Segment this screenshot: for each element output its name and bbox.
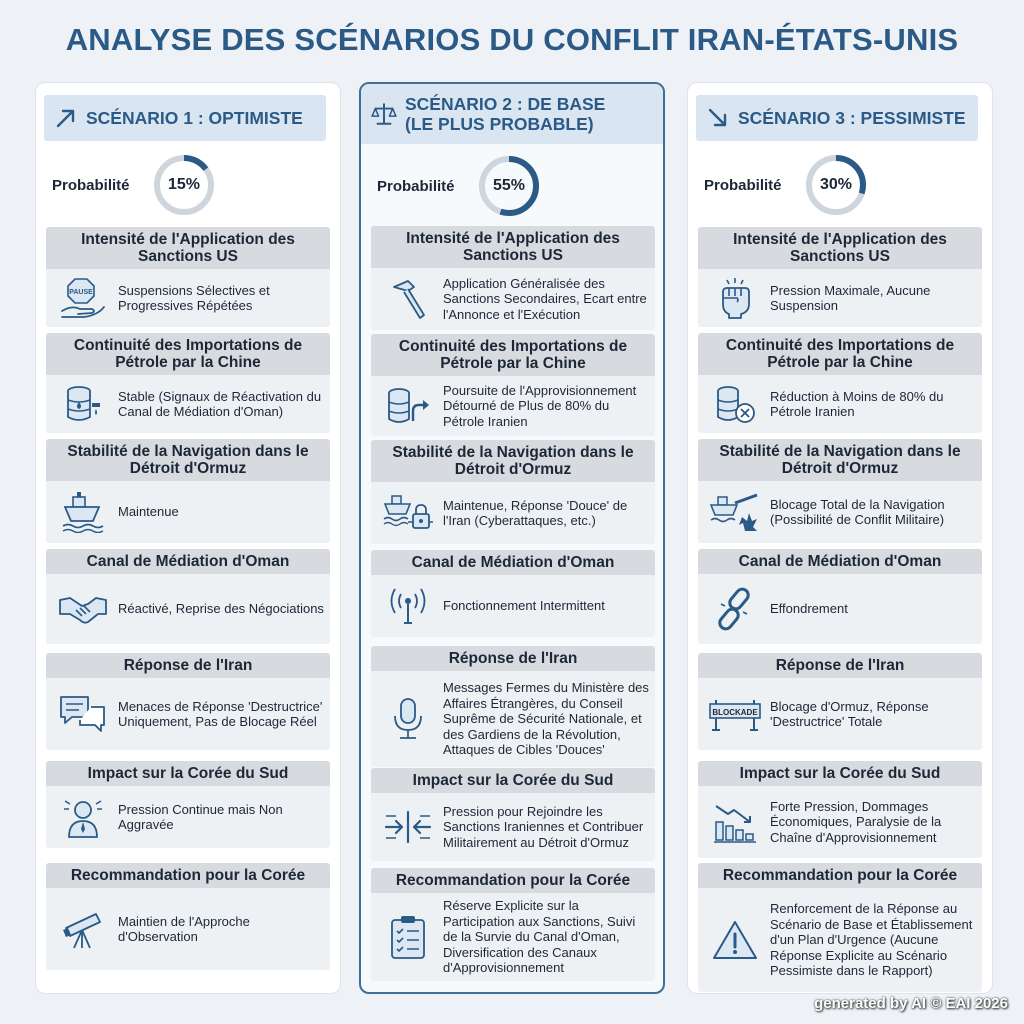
- card-text: Pression Continue mais Non Aggravée: [118, 801, 283, 832]
- card-iran-response: [46, 653, 330, 750]
- card-korea-impact: [698, 761, 982, 858]
- card-china-oil: [698, 333, 982, 433]
- scenario-header: [696, 95, 978, 141]
- probability-donut: [152, 153, 216, 217]
- microphone-icon: [381, 697, 435, 741]
- card-oman: [46, 549, 330, 644]
- card-title: Recommandation pour la Corée: [698, 863, 982, 888]
- card-title: Réponse de l'Iran: [46, 653, 330, 678]
- card-title: Stabilité de la Navigation dans le Détroit d'Ormuz: [46, 439, 330, 481]
- warning-triangle-icon: [708, 918, 762, 962]
- card-title: Impact sur la Corée du Sud: [46, 761, 330, 786]
- card-hormuz: [371, 440, 655, 544]
- scenario-title: SCÉNARIO 2 : DE BASE (LE PLUS PROBABLE): [405, 94, 606, 134]
- card-iran-response: [698, 653, 982, 750]
- svg-text:PAUSE: PAUSE: [69, 289, 93, 296]
- footer-credit: generated by AI © EAI 2026: [814, 995, 1008, 1012]
- probability-value: 55%: [492, 177, 526, 194]
- card-sanctions: [371, 226, 655, 330]
- card-text: Poursuite de l'Approvisionnement Détourné de Plus de 80% du Pétrole Iranien: [443, 382, 637, 429]
- card-korea-recommendation: [371, 868, 655, 981]
- balance-scale-icon: [371, 101, 397, 127]
- scenario-header: [44, 95, 326, 141]
- trend-up-arrow-icon: [54, 106, 78, 130]
- card-text: Réduction à Moins de 80% du Pétrole Iranien: [770, 388, 944, 419]
- card-title: Recommandation pour la Corée: [371, 868, 655, 893]
- scenario-header: [361, 84, 663, 144]
- card-title: Réponse de l'Iran: [371, 646, 655, 671]
- card-hormuz: [698, 439, 982, 543]
- card-text: Maintien de l'Approche d'Observation: [118, 913, 250, 944]
- card-text: Maintenue, Réponse 'Douce' de l'Iran (Cyberattaques, etc.): [443, 497, 628, 528]
- card-title: Intensité de l'Application des Sanctions US: [46, 227, 330, 269]
- card-text: Pression Maximale, Aucune Suspension: [770, 282, 931, 313]
- card-oman: [371, 550, 655, 637]
- broken-chain-icon: [708, 587, 762, 631]
- speech-bubbles-icon: [56, 692, 110, 736]
- probability-row: [700, 153, 980, 217]
- oil-barrel-detour-icon: [381, 384, 435, 428]
- ship-icon: [56, 490, 110, 534]
- card-title: Continuité des Importations de Pétrole par la Chine: [46, 333, 330, 375]
- card-hormuz: [46, 439, 330, 543]
- card-korea-recommendation: [46, 863, 330, 970]
- card-sanctions: [698, 227, 982, 327]
- clipboard-checklist-icon: [381, 915, 435, 959]
- card-text: Menaces de Réponse 'Destructrice' Uniquement, Pas de Blocage Réel: [118, 698, 323, 729]
- card-title: Canal de Médiation d'Oman: [698, 549, 982, 574]
- card-title: Canal de Médiation d'Oman: [46, 549, 330, 574]
- probability-value: 15%: [167, 176, 201, 193]
- card-korea-recommendation: [698, 863, 982, 992]
- hammer-icon: [381, 277, 435, 321]
- card-text: Suspensions Sélectives et Progressives Répétées: [118, 282, 270, 313]
- signal-antenna-icon: [381, 584, 435, 628]
- probability-label: Probabilité: [52, 176, 130, 194]
- card-title: Intensité de l'Application des Sanctions US: [698, 227, 982, 269]
- card-title: Intensité de l'Application des Sanctions US: [371, 226, 655, 268]
- falling-chart-icon: [708, 800, 762, 844]
- card-text: Réactivé, Reprise des Négociations: [118, 601, 324, 617]
- page-title: ANALYSE DES SCÉNARIOS DU CONFLIT IRAN-ÉTATS-UNIS: [65, 22, 959, 57]
- svg-text:BLOCKADE: BLOCKADE: [712, 708, 758, 717]
- card-text: Effondrement: [770, 601, 848, 617]
- handshake-icon: [56, 587, 110, 631]
- card-iran-response: [371, 646, 655, 767]
- card-text: Blocage d'Ormuz, Réponse 'Destructrice' Totale: [770, 698, 929, 729]
- probability-label: Probabilité: [704, 176, 782, 194]
- ship-lock-icon: [381, 491, 435, 535]
- card-china-oil: [46, 333, 330, 433]
- scenario-column-pessimistic: [687, 82, 993, 994]
- card-korea-impact: [371, 768, 655, 861]
- probability-label: Probabilité: [377, 177, 455, 195]
- card-title: Recommandation pour la Corée: [46, 863, 330, 888]
- card-text: Maintenue: [118, 504, 179, 520]
- card-text: Pression pour Rejoindre les Sanctions Iraniennes et Contribuer Militairement au Détroit d'Ormuz: [443, 803, 644, 850]
- card-title: Stabilité de la Navigation dans le Détroit d'Ormuz: [698, 439, 982, 481]
- compression-arrows-icon: [381, 805, 435, 849]
- probability-value: 30%: [819, 176, 853, 193]
- card-text: Fonctionnement Intermittent: [443, 598, 605, 614]
- fist-icon: [708, 276, 762, 320]
- card-text: Blocage Total de la Navigation (Possibilité de Conflit Militaire): [770, 496, 945, 527]
- probability-row: [373, 154, 653, 218]
- trend-down-arrow-icon: [706, 106, 730, 130]
- scenario-title: SCÉNARIO 1 : OPTIMISTE: [86, 108, 303, 128]
- ship-blocked-icon: [708, 490, 762, 534]
- card-title: Impact sur la Corée du Sud: [698, 761, 982, 786]
- scenario-column-base: [359, 82, 665, 994]
- pause-sign-hand-icon: [56, 276, 110, 320]
- card-title: Impact sur la Corée du Sud: [371, 768, 655, 793]
- card-korea-impact: [46, 761, 330, 848]
- card-text: Renforcement de la Réponse au Scénario de Base et Établissement d'un Plan d'Urgence (Aucune Réponse Explicite au Scénario Pessimiste dans le Rapport): [770, 901, 973, 979]
- card-china-oil: [371, 334, 655, 436]
- card-title: Continuité des Importations de Pétrole par la Chine: [698, 333, 982, 375]
- telescope-icon: [56, 907, 110, 951]
- card-title: Stabilité de la Navigation dans le Détroit d'Ormuz: [371, 440, 655, 482]
- oil-barrel-cancel-icon: [708, 382, 762, 426]
- card-text: Application Généralisée des Sanctions Secondaires, Ecart entre l'Annonce et l'Exécution: [443, 275, 647, 322]
- scenario-column-optimistic: [35, 82, 341, 994]
- probability-donut: [477, 154, 541, 218]
- card-text: Stable (Signaux de Réactivation du Canal de Médiation d'Oman): [118, 388, 322, 419]
- card-text: Messages Fermes du Ministère des Affaires Étrangères, du Conseil Suprême de Sécurité Nationale, et des Gardiens de la Révolution, Attaques de Cibles 'Douces': [443, 680, 649, 758]
- card-text: Forte Pression, Dommages Économiques, Paralysie de la Chaîne d'Approvisionnement: [770, 798, 942, 845]
- card-title: Continuité des Importations de Pétrole par la Chine: [371, 334, 655, 376]
- card-sanctions: [46, 227, 330, 327]
- card-title: Réponse de l'Iran: [698, 653, 982, 678]
- scenario-title: SCÉNARIO 3 : PESSIMISTE: [738, 108, 966, 128]
- probability-donut: [804, 153, 868, 217]
- card-title: Canal de Médiation d'Oman: [371, 550, 655, 575]
- card-text: Réserve Explicite sur la Participation aux Sanctions, Suivi de la Survie du Canal d'Oman, Diversification des Canaux d'Approvisionnement: [443, 898, 636, 976]
- probability-row: [48, 153, 328, 217]
- oil-barrel-icon: [56, 382, 110, 426]
- blockade-barrier-icon: [708, 692, 762, 736]
- stressed-person-icon: [56, 795, 110, 839]
- card-oman: [698, 549, 982, 644]
